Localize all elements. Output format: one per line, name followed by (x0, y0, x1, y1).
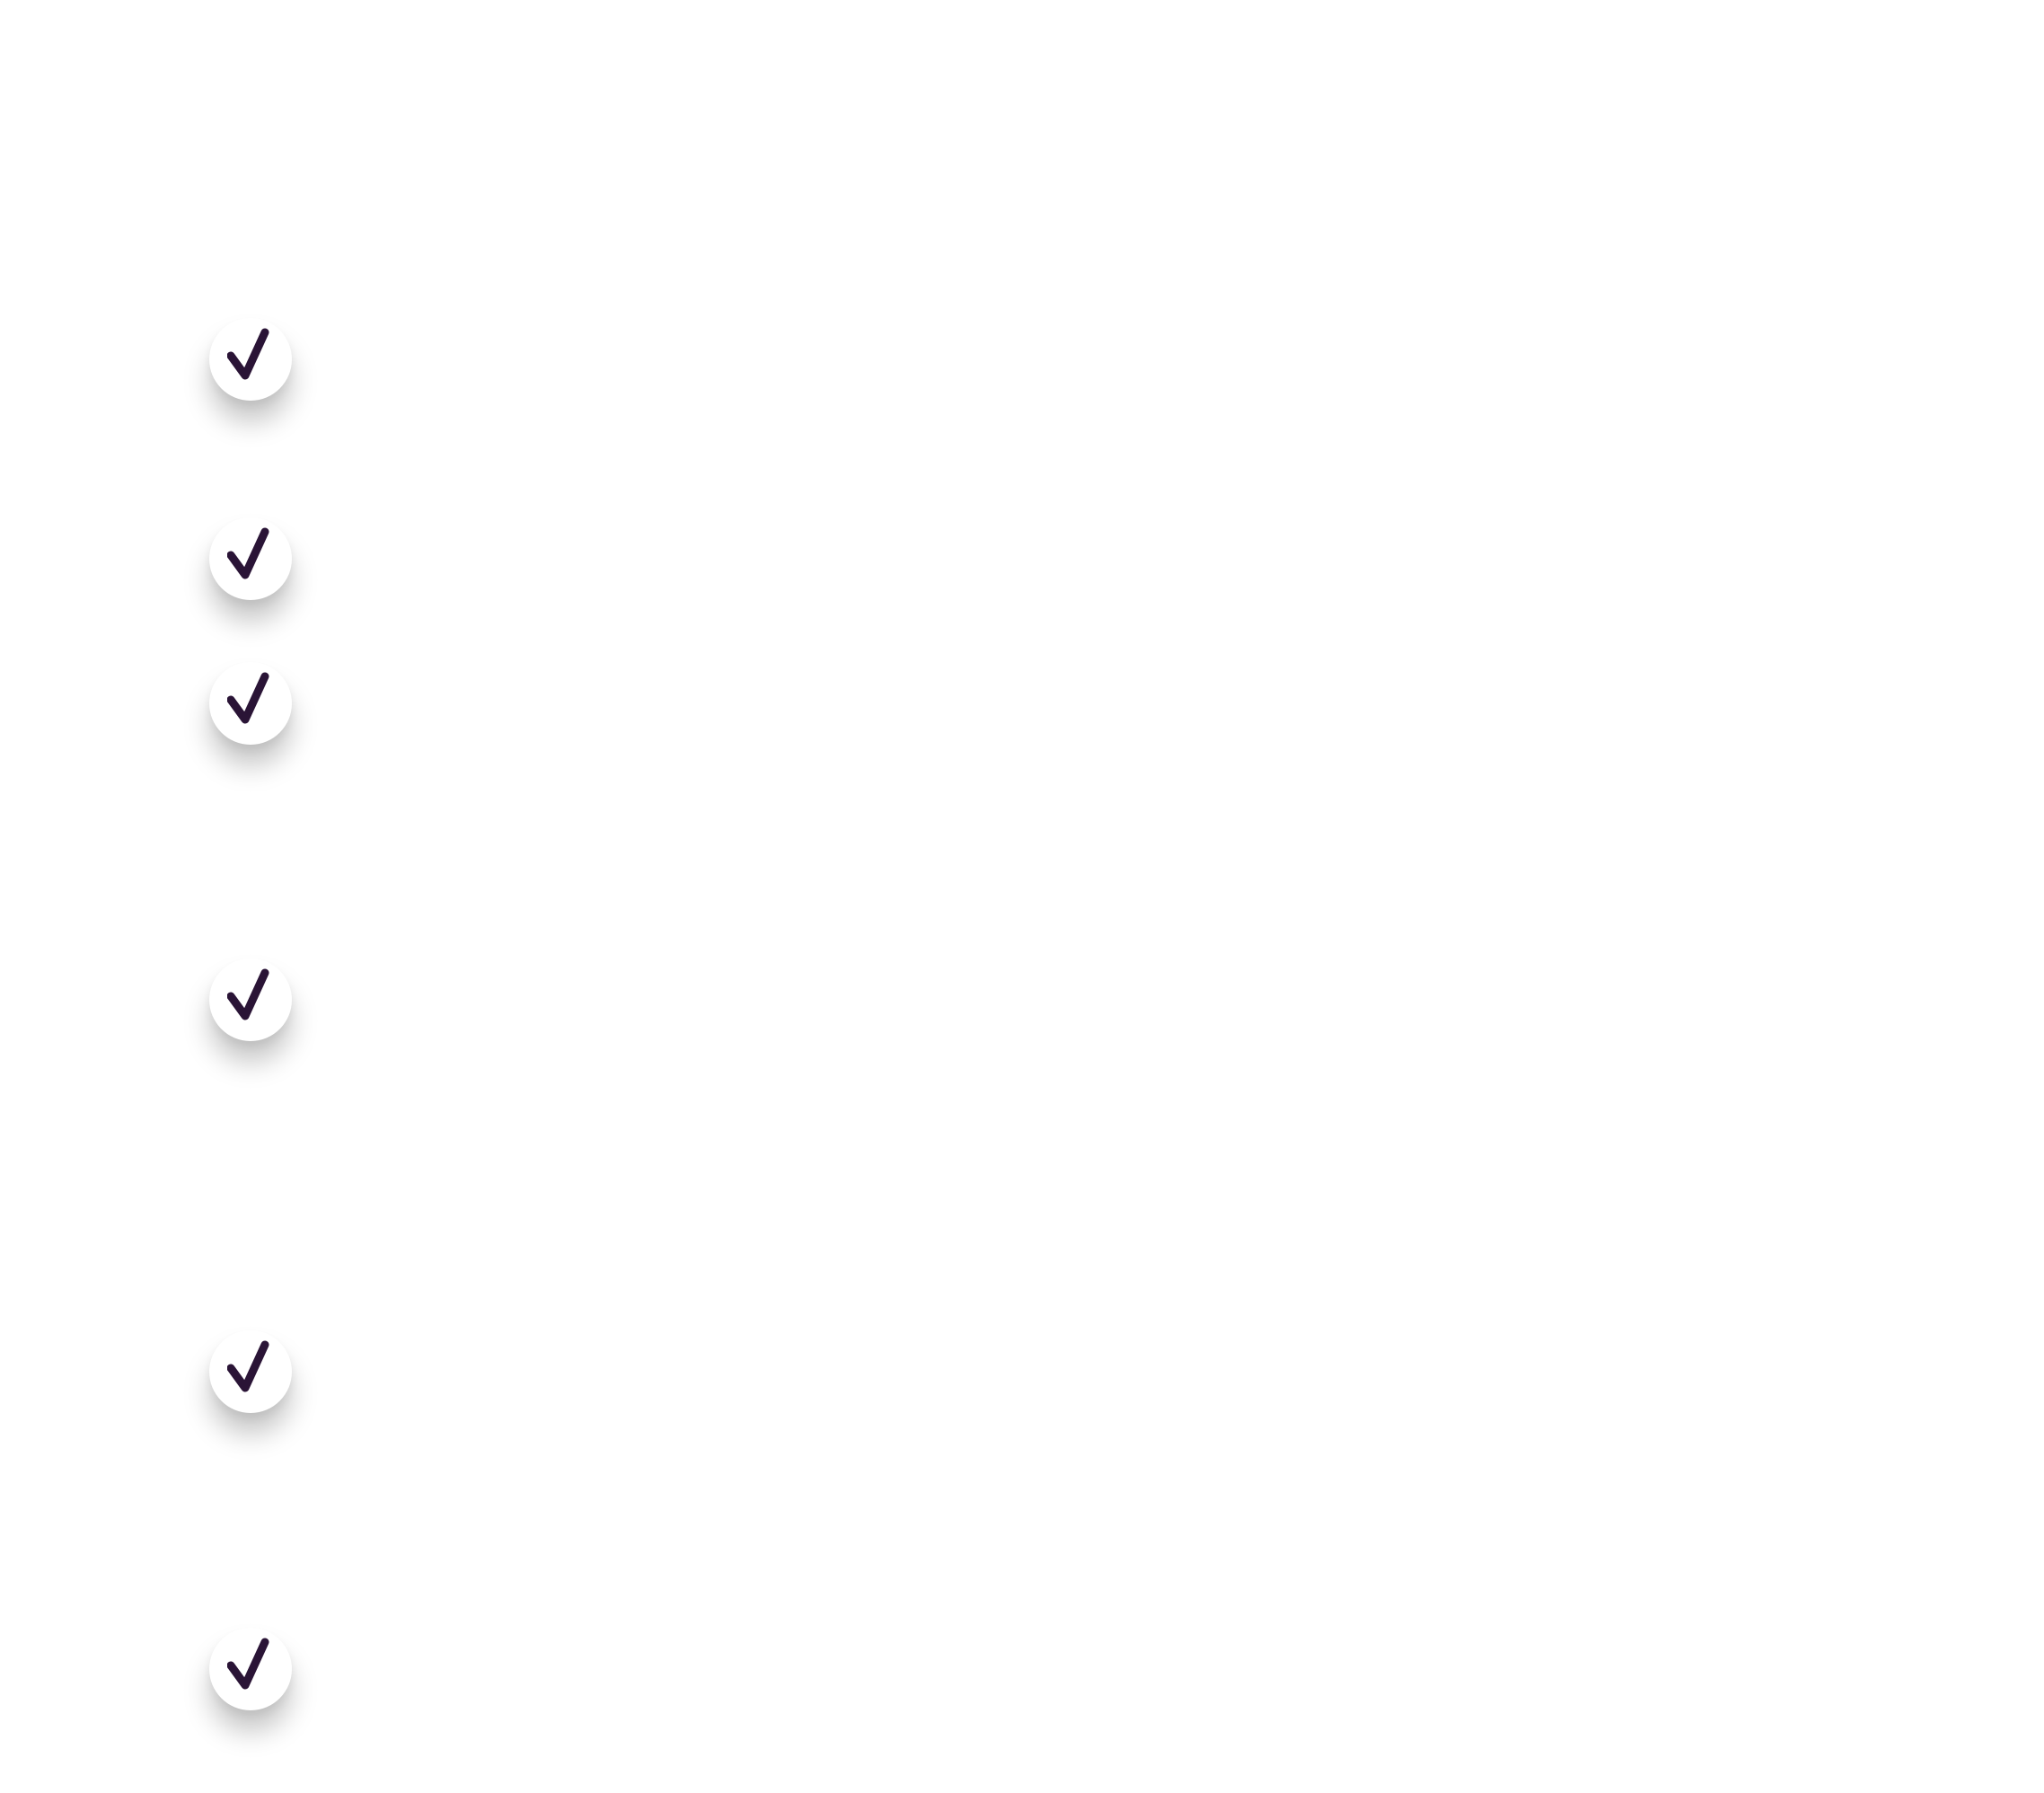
checklist-item (209, 1330, 292, 1413)
checklist-item (209, 958, 292, 1041)
check-badge (209, 662, 292, 745)
check-badge (209, 1330, 292, 1413)
check-icon (227, 1339, 278, 1399)
check-badge (209, 517, 292, 600)
check-icon (227, 671, 278, 730)
checklist-item (209, 662, 292, 745)
check-badge (209, 958, 292, 1041)
check-badge (209, 318, 292, 401)
checklist-item (209, 1628, 292, 1710)
check-badge (209, 1628, 292, 1710)
check-icon (227, 526, 278, 586)
checklist-item (209, 517, 292, 600)
check-icon (227, 967, 278, 1027)
check-icon (227, 327, 278, 386)
check-icon (227, 1637, 278, 1696)
checklist-item (209, 318, 292, 401)
